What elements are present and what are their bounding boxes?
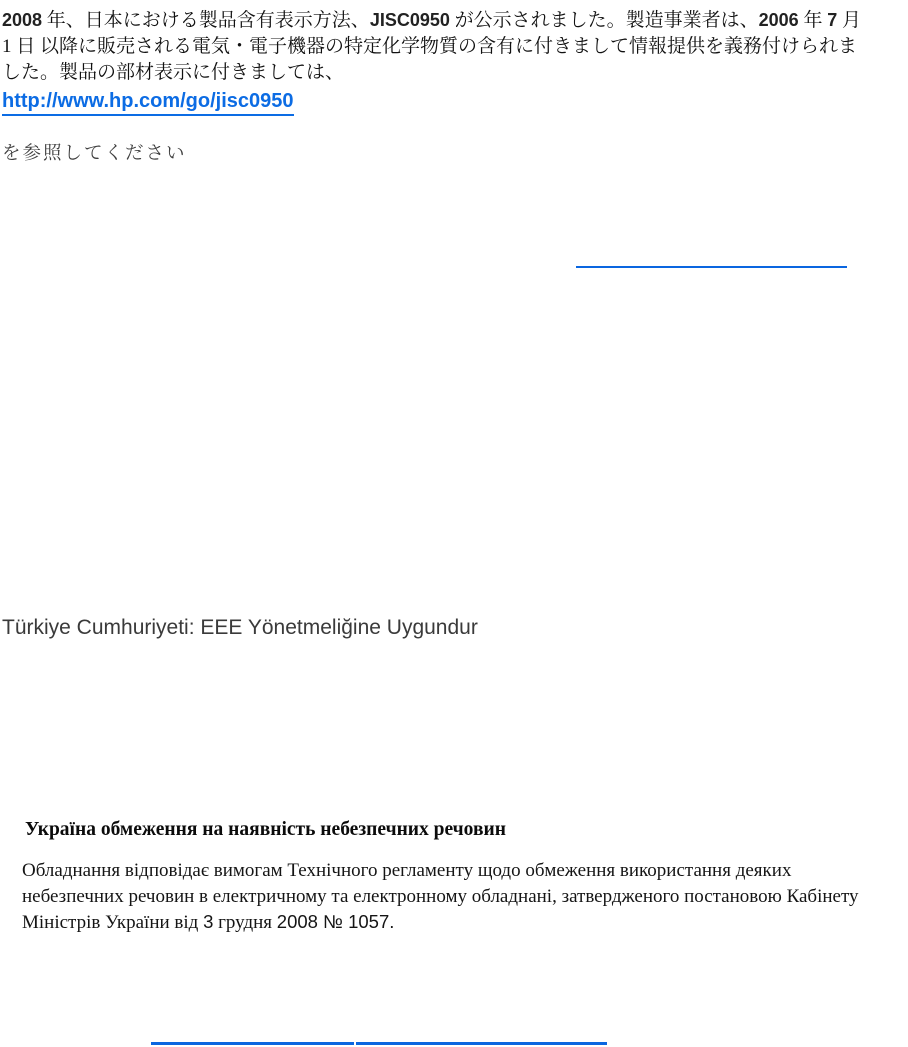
ukraine-paragraph-line3 [22,909,902,936]
empty-link-underline-middle[interactable] [576,266,847,268]
ukraine-paragraph-line1: Обладнання відповідає вимогам Технічного регламенту щодо обмеження використання деяких [22,860,792,881]
ukraine-section-heading: Україна обмеження на наявність небезпечних речовин [25,819,506,840]
month-7: 7 [827,10,838,30]
ukraine-text-segment: грудня [213,912,277,933]
japan-text-segment: 月 [837,10,861,31]
japan-jisc0950-paragraph [2,7,906,86]
day-3: 3 [203,911,214,932]
jisc0950-code: JISC0950 [369,10,450,30]
ukraine-paragraph-line2: небезпечних речовин в електричному та електронному обладнані, затвердженого постановою Кабінету [22,885,859,907]
empty-link-underline-bottom-left[interactable] [151,1042,354,1045]
empty-link-underline-bottom-right[interactable] [356,1042,607,1045]
jisc0950-hyperlink[interactable]: http://www.hp.com/go/jisc0950 [2,90,294,116]
turkiye-eee-statement: Türkiye Cumhuriyeti: EEE Yönetmeliğine Uygundur [2,616,478,639]
year-2008: 2008 [2,10,43,30]
japan-reference-note: を参照してください [2,144,187,164]
ukraine-text-segment: Міністрів України від [22,912,204,933]
year-2006: 2006 [758,10,799,30]
decree-2008-1057: 2008 № 1057. [276,911,395,932]
japan-paragraph-line2: 1 日 以降に販売される電気・電子機器の特定化学物質の含有に付きまして情報提供を義務付けられま [2,36,858,57]
japan-text-segment: が公示されました。製造事業者は、 [449,10,759,31]
japan-text-segment: 年 [798,10,828,31]
japan-paragraph-line1 [2,7,906,34]
japan-paragraph-line3: した。製品の部材表示に付きましては、 [2,62,345,83]
ukraine-paragraph [22,858,902,936]
japan-text-segment: 年、日本における製品含有表示方法、 [42,10,370,31]
